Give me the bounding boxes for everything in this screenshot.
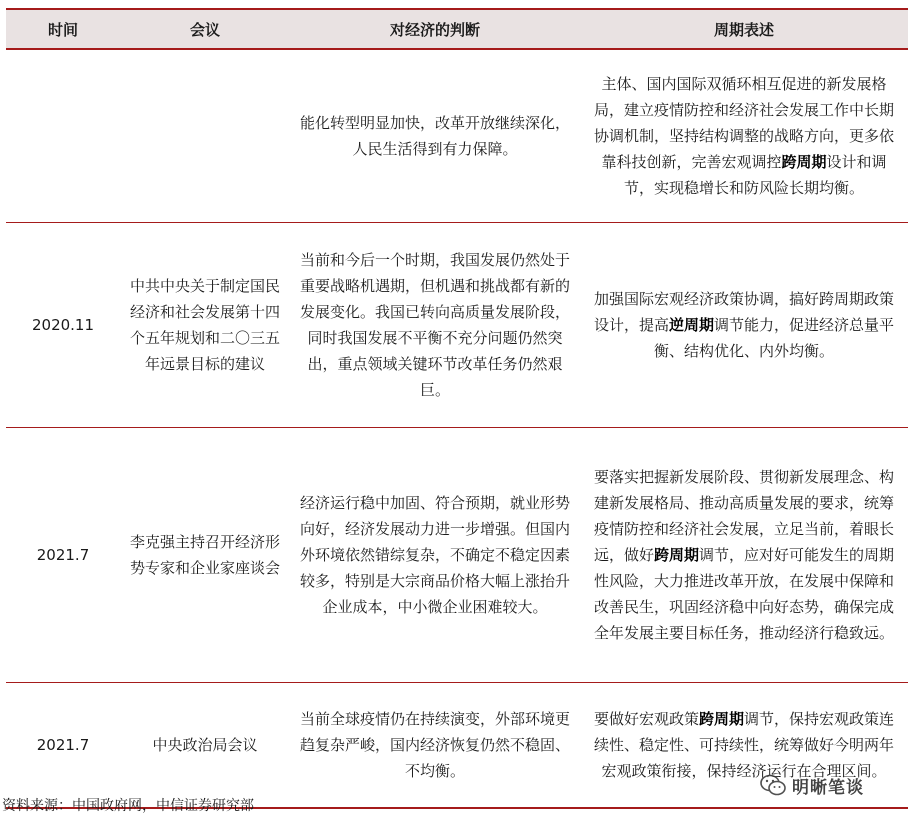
cycle-text: 设计和调节，实现稳增长和防风险长期均衡。: [623, 153, 887, 197]
header-judgment: 对经济的判断: [290, 9, 580, 49]
table-row: [6, 49, 908, 223]
cell-date: 2020.11: [6, 223, 120, 428]
cycle-keyword: 跨周期: [653, 546, 699, 564]
cell-meeting: 中共中央关于制定国民经济和社会发展第十四个五年规划和二〇三五年远景目标的建议: [120, 223, 290, 428]
cycle-keyword: 跨周期: [698, 710, 744, 728]
cycle-text: 加强国际宏观经济政策协调，搞好跨周期政策设计，提高: [593, 290, 894, 334]
cycle-keyword: 逆周期: [668, 316, 714, 334]
cell-cycle: [580, 428, 908, 683]
cell-meeting: 中央政治局会议: [120, 683, 290, 809]
cell-date: 2021.7: [6, 683, 120, 809]
policy-table: [6, 8, 908, 809]
cell-judgment: 能化转型明显加快，改革开放继续深化，人民生活得到有力保障。: [290, 49, 580, 223]
cell-judgment: 当前和今后一个时期，我国发展仍然处于重要战略机遇期，但机遇和挑战都有新的发展变化。我国已转向高质量发展阶段，同时我国发展不平衡不充分问题仍然突出，重点领域关键环节改革任务仍然艰巨。: [290, 223, 580, 428]
watermark: [760, 770, 900, 800]
cell-meeting: 李克强主持召开经济形势专家和企业家座谈会: [120, 428, 290, 683]
cell-meeting: [120, 49, 290, 223]
source-note: 资料来源：中国政府网，中信证券研究部: [2, 798, 254, 814]
table-header-row: [6, 9, 908, 49]
table-row: [6, 223, 908, 428]
cell-cycle: [580, 49, 908, 223]
cycle-text: 主体、国内国际双循环相互促进的新发展格局，建立疫情防控和经济社会发展工作中长期协调机制，坚持结构调整的战略方向，更多依靠科技创新，完善宏观调控: [593, 75, 894, 171]
cycle-text: 调节，应对好可能发生的周期性风险，大力推进改革开放，在发展中保障和改善民生，巩固经济稳中向好态势，确保完成全年发展主要目标任务，推动经济行稳致远。: [593, 546, 895, 642]
cell-date: 2021.7: [6, 428, 120, 683]
wechat-icon: [760, 774, 786, 796]
watermark-text: 明晰笔谈: [792, 777, 864, 798]
header-time: 时间: [6, 9, 120, 49]
cell-judgment: 经济运行稳中加固、符合预期，就业形势向好，经济发展动力进一步增强。但国内外环境依然错综复杂，不确定不稳定因素较多，特别是大宗商品价格大幅上涨抬升企业成本，中小微企业困难较大。: [290, 428, 580, 683]
header-meeting: 会议: [120, 9, 290, 49]
table-row: [6, 428, 908, 683]
cycle-keyword: 跨周期: [781, 153, 827, 171]
cycle-text: 调节，保持宏观政策连续性、稳定性、可持续性，统筹做好今明两年宏观政策衔接，保持经济运行在合理区间。: [593, 710, 895, 780]
cell-cycle: [580, 223, 908, 428]
header-cycle: 周期表述: [580, 9, 908, 49]
cell-judgment: 当前全球疫情仍在持续演变，外部环境更趋复杂严峻，国内经济恢复仍然不稳固、不均衡。: [290, 683, 580, 809]
cell-date: [6, 49, 120, 223]
cycle-text: 要落实把握新发展阶段、贯彻新发展理念、构建新发展格局、推动高质量发展的要求，统筹疫情防控和经济社会发展，立足当前，着眼长远，做好: [593, 468, 894, 564]
cycle-text: 要做好宏观政策: [593, 710, 699, 728]
cycle-text: 调节能力，促进经济总量平衡、结构优化、内外均衡。: [653, 316, 895, 360]
